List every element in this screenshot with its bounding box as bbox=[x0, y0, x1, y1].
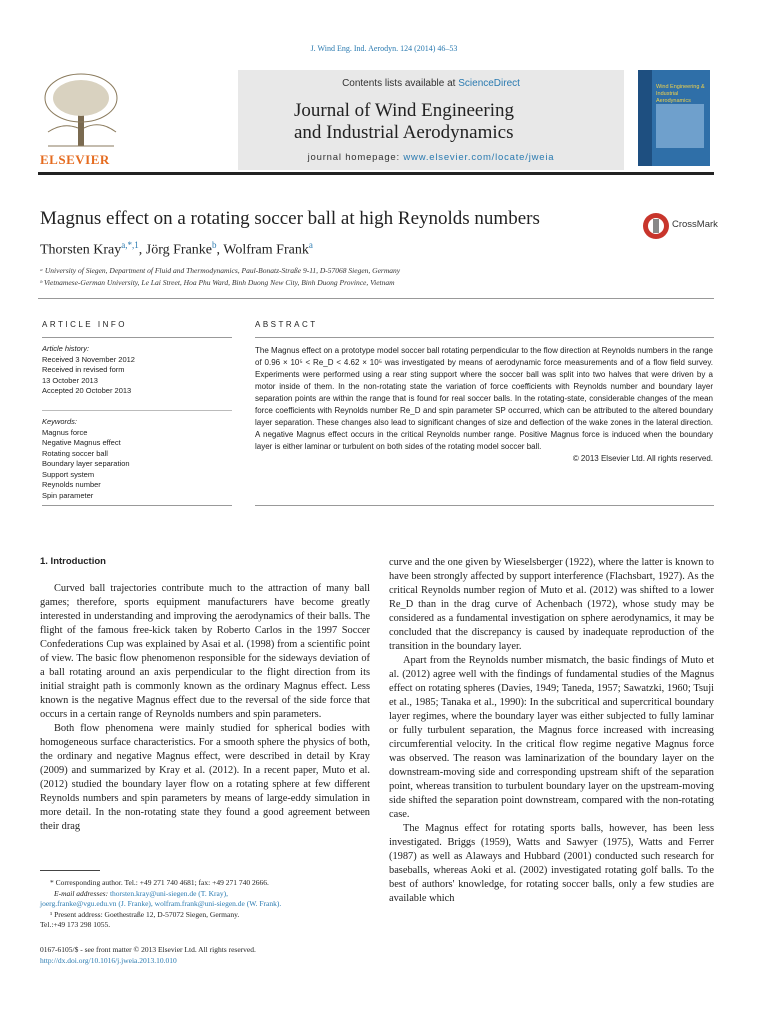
crossmark-icon bbox=[642, 212, 670, 240]
journal-cover-image: Wind Engineering & Industrial Aerodynamics bbox=[638, 70, 710, 166]
header-rule bbox=[38, 172, 714, 175]
journal-title: Journal of Wind Engineering and Industrial Aerodynamics bbox=[294, 100, 514, 143]
keyword: Rotating soccer ball bbox=[42, 448, 108, 458]
paragraph: Both flow phenomena were mainly studied for spherical bodies with homogeneous surface characteristics. For a smooth sphere the physics of both, the ordinary and negative Magnus effect, were described in detail by Kray (2009) and summarized by Kray et al. (2012). In a recent paper, Muto et al. (2012) studied the boundary layer flow on a rotating sphere at few different Reynolds numbers and spin parameters by means of large-eddy simulation in more detail. In the non-rotating state they found a good agreement between their drag bbox=[40, 723, 370, 832]
affiliation-a: ᵃ University of Siegen, Department of Fluid and Thermodynamics, Paul-Bonatz-Straße 9-11, D-57068 Siegen, Germany bbox=[40, 266, 401, 275]
email-link[interactable]: thorsten.kray@uni-siegen.de (T. Kray), bbox=[109, 888, 228, 898]
author-list: Thorsten Kray$^{a,*,1}$, Jörg Franke$^b$, Wolfram Frank$^a$ bbox=[40, 240, 313, 258]
elsevier-tree-logo-icon bbox=[38, 72, 124, 166]
journal-citation[interactable]: J. Wind Eng. Ind. Aerodyn. 124 (2014) 46–53 bbox=[310, 44, 458, 53]
keyword: Magnus force bbox=[42, 427, 88, 437]
affiliation-rule bbox=[38, 298, 714, 299]
contents-line: Contents lists available at ScienceDirect bbox=[342, 78, 520, 89]
front-matter: 0167-6105/$ - see front matter © 2013 Elsevier Ltd. All rights reserved. http://dx.doi.org/10.1016/j.jweia.2013.10.010 bbox=[40, 945, 256, 965]
paragraph: Curved ball trajectories contribute much to the attraction of many ball games; therefore, sports equipment manufacturers have become greatly interested in understanding and improving the aerodynamics of their balls. The flight of the famous free-kick taken by Roberto Carlos in the 1997 Soccer Confederations Cup was explained by Asai et al. (1998) from a scientific point of view. The basic flow phenomenon responsible for the sideways deviation of a ball rotating around an axis perpendicular to the flight direction from its initial straight path is commonly known as the ordinary Magnus effect. Less known is the negative Magnus effect due to the reversal of the side force that occurs in a certain range of Reynolds numbers and spin parameters. bbox=[40, 583, 370, 720]
left-column-text bbox=[40, 582, 370, 834]
keywords-rule bbox=[42, 410, 232, 411]
keywords-list: Keywords: Magnus force Negative Magnus effect Rotating soccer ball Boundary layer separation Support system Reynolds number Spin parameter bbox=[42, 417, 130, 500]
email-link[interactable]: joerg.franke@vgu.edu.vn (J. Franke), wolfram.frank@uni-siegen.de (W. Frank). bbox=[40, 899, 282, 908]
info-bottom-rule bbox=[42, 505, 232, 506]
abstract-bottom-rule bbox=[255, 505, 714, 506]
info-rule bbox=[42, 337, 232, 338]
abstract-rule bbox=[255, 337, 714, 338]
footnote-rule bbox=[40, 870, 100, 871]
copyright-line: © 2013 Elsevier Ltd. All rights reserved. bbox=[572, 454, 713, 463]
journal-banner bbox=[238, 70, 624, 170]
paragraph: The Magnus effect for rotating sports balls, however, has been less investigated. Briggs (1959), Watts and Sawyer (1975), Watts and Ferrer (1987) as well as Alaways and Hubbard (2001) conducted such research for baseballs, whereas Aoki et al. (2002) investigated rotating golf balls. To the best of authors' knowledge, for rotating soccer balls, only a few studies are available which bbox=[389, 823, 714, 904]
paragraph: Apart from the Reynolds number mismatch, the basic findings of Muto et al. (2012) agree well with the findings of fundamental studies of the Magnus effect on rotating spheres (Davies, 1949; Taneda, 1957; Sawatzki, 1960; Tsuji et al., 1985; Tanaka et al., 1990): In the subcritical and supercritical boundary layer regimes, where the boundary layer was either subjected to fully laminar or fully turbulent separation, the Magnus force increased with increasing circumferential velocity. In the critical flow regime negative Magnus force was observed. The reason was laminarization of the boundary layer on the downstream-moving side and corresponding upstream shift of the separation point, whereas transition to turbulent boundary layer on the upstream-moving side shifted the separation point downstream, compared with the non-rotating case. bbox=[389, 655, 714, 820]
keyword: Support system bbox=[42, 469, 95, 479]
keyword: Reynolds number bbox=[42, 480, 101, 489]
affiliation-b: ᵇ Vietnamese-German University, Le Lai Street, Hoa Phu Ward, Binh Duong New City, Binh Duong Province, Vietnam bbox=[40, 278, 395, 287]
sciencedirect-link[interactable]: ScienceDirect bbox=[458, 78, 520, 89]
article-info-heading: ARTICLE INFO bbox=[42, 320, 127, 329]
journal-homepage: journal homepage: www.elsevier.com/locate/jweia bbox=[307, 152, 555, 163]
article-title: Magnus effect on a rotating soccer ball at high Reynolds numbers bbox=[40, 208, 540, 229]
elsevier-wordmark: ELSEVIER bbox=[40, 152, 110, 167]
footnotes: * Corresponding author. Tel.: +49 271 740 4681; fax: +49 271 740 2666. E-mail addresses: thorsten.kray@uni-siegen.de (T. Kray), joerg.franke@vgu.edu.vn (J. Franke), wolfram.frank@uni-siegen.de (W. Frank). ¹ Present address: Goethestraße 12, D-57072 Siegen, Germany. Tel.:+49 173 298 1055. bbox=[40, 878, 370, 931]
keyword: Negative Magnus effect bbox=[42, 438, 121, 447]
right-column-text bbox=[389, 556, 714, 906]
abstract-body: The Magnus effect on a prototype model soccer ball rotating perpendicular to the flow direction at Reynolds numbers in the range of 0.96 × 10⁵ < Re_D < 4.62 × 10⁵ was investigated by means of aerodynamic force measurements and of a flow field survey. Experiments were performed using a rear sting support where the soccer ball was split into two halves that were driven by a motor inside of them. In the non-rotating state the variation of force coefficients with Reynolds number and boundary layer separation points are within the range that is found for real soccer balls. In the rotating-state, considerable changes of the mean force coefficients with Reynolds number Re_D and spin parameter SP occurred, which can be attributed to the altered boundary layer separation. These changes also lead to significant changes of size and deflection of the wake zones in the lateral direction. A negative Magnus effect occurs in the critical Reynolds number range. Positive Magnus force is induced when the boundary layer is either laminar or turbulent on both sides of the rotating model soccer ball. © 2013 Elsevier Ltd. All rights reserved. bbox=[255, 346, 713, 463]
crossmark-button[interactable]: CrossMark bbox=[642, 212, 714, 240]
keyword: Spin parameter bbox=[42, 490, 94, 500]
keyword: Boundary layer separation bbox=[42, 459, 130, 468]
doi-link[interactable]: http://dx.doi.org/10.1016/j.jweia.2013.10.010 bbox=[40, 956, 177, 965]
article-history: Article history: Received 3 November 2012 Received in revised form 13 October 2013 Accepted 20 October 2013 bbox=[42, 344, 135, 395]
section-heading-introduction: 1. Introduction bbox=[40, 556, 106, 567]
homepage-link[interactable]: www.elsevier.com/locate/jweia bbox=[403, 152, 555, 163]
paragraph: curve and the one given by Wieselsberger (1922), where the latter is known to have been strongly affected by support interference (Flachsbart, 1927). As the critical Reynolds number region of Muto et al. (2012) was shifted to a lower Re_D than in the drag curve of Achenbach (1972), whose study may be considered as a fundamental investigation on sphere aerodynamics, it may be concluded that the discrepancy is caused by inadequate reproduction of the transition in the boundary layer. bbox=[389, 557, 714, 652]
journal-header bbox=[38, 70, 714, 170]
abstract-heading: ABSTRACT bbox=[255, 320, 318, 329]
